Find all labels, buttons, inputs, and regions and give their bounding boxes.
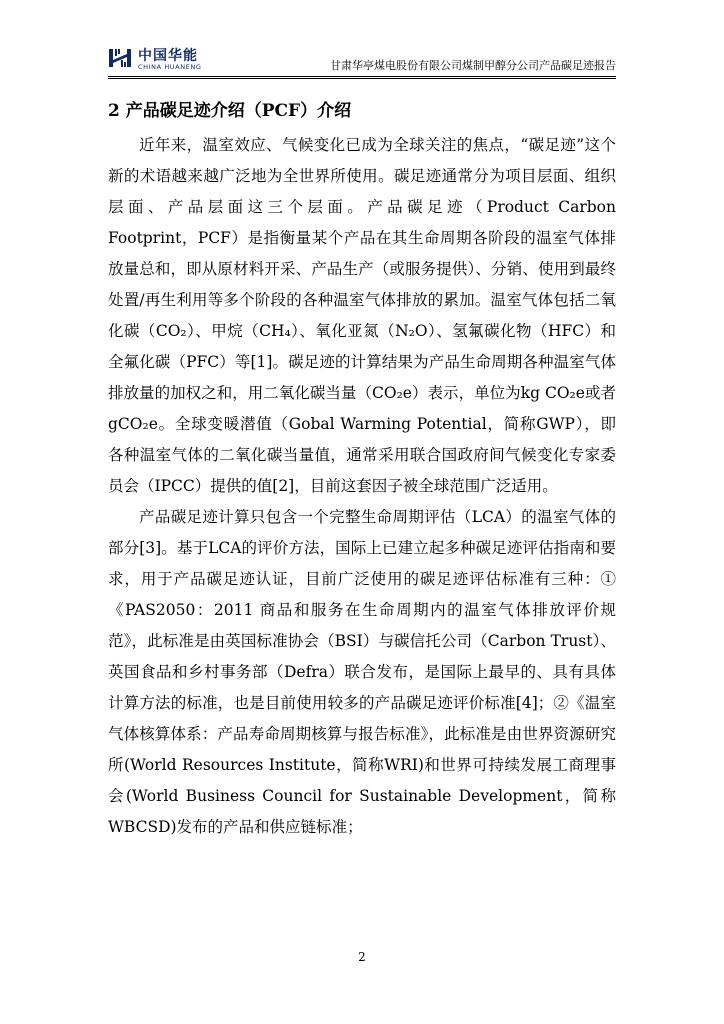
page-body	[108, 96, 616, 843]
section-heading: 2 产品碳足迹介绍（PCF）介绍	[108, 101, 352, 121]
huaneng-logo-icon	[108, 46, 132, 70]
paragraph-standards: 产品碳足迹计算只包含一个完整生命周期评估（LCA）的温室气体的部分[3]。基于LCA的评价方法，国际上已建立起多种碳足迹评估指南和要求，用于产品碳足迹认证，目前广泛使用的碳足迹评估标准有三种：①《PAS2050：2011 商品和服务在生命周期内的温室气体排放评价规范》，此标准是由英国标准协会（BSI）与碳信托公司（Carbon Trust）、英国食品和乡村事务部（Defra）联合发布，是国际上最早的、具有具体计算方法的标准，也是目前使用较多的产品碳足迹评价标准[4]；②《温室气体核算体系：产品寿命周期核算与报告标准》，此标准是由世界资源研究所(World Resources Institute，简称WRI)和世界可持续发展工商理事会(World Business Council for Sustainable Development，简称WBCSD)发布的产品和供应链标准；	[108, 508, 616, 836]
logo-chinese-text: 中国华能	[138, 48, 198, 64]
header-divider-thin	[108, 78, 616, 79]
report-title: 甘肃华亭煤电股份有限公司煤制甲醇分公司产品碳足迹报告	[330, 59, 616, 72]
header-divider	[108, 76, 616, 77]
company-logo	[108, 44, 218, 74]
page-number: 2	[358, 950, 366, 964]
logo-english-text: CHINA HUANENG	[138, 63, 202, 71]
page-header	[108, 40, 616, 76]
paragraph-intro: 近年来，温室效应、气候变化已成为全球关注的焦点，“碳足迹”这个新的术语越来越广泛地为全世界所使用。碳足迹通常分为项目层面、组织层面、产品层面这三个层面。产品碳足迹（Product Carbon Footprint，PCF）是指衡量某个产品在其生命周期各阶段的温室气体排放量总和，即从原材料开采、产品生产（或服务提供）、分销、使用到最终处置/再生利用等多个阶段的各种温室气体排放的累加。温室气体包括二氧化碳（CO₂）、甲烷（CH₄）、氧化亚氮（N₂O）、氢氟碳化物（HFC）和全氟化碳（PFC）等[1]。碳足迹的计算结果为产品生命周期各种温室气体排放量的加权之和，用二氧化碳当量（CO₂e）表示，单位为kg CO₂e或者gCO₂e。全球变暖潜值（Gobal Warming Potential，简称GWP），即各种温室气体的二氧化碳当量值，通常采用联合国政府间气候变化专家委员会（IPCC）提供的值[2]，目前这套因子被全球范围广泛适用。	[108, 136, 616, 495]
